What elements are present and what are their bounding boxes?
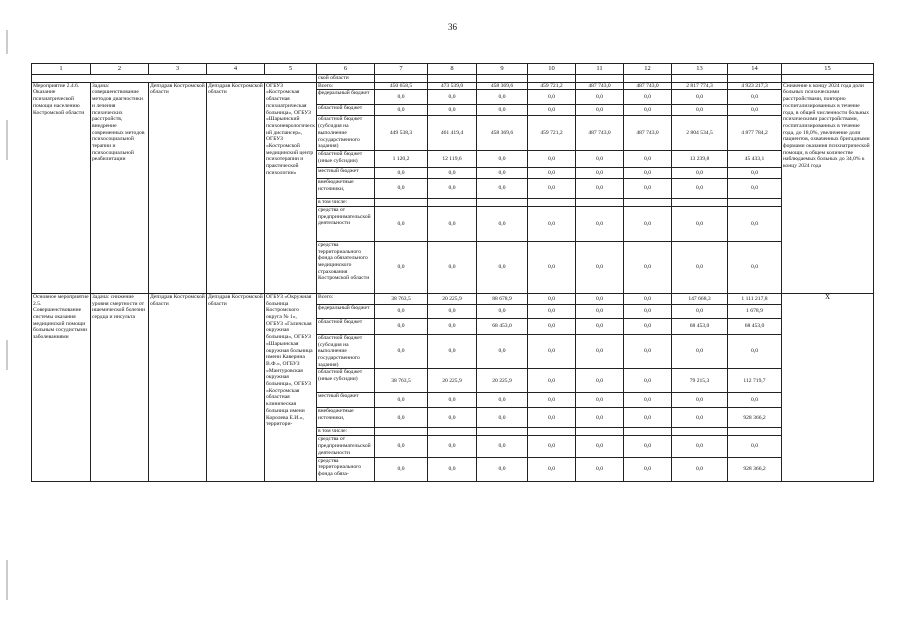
funding-source-cell: внебюджетные источники, <box>317 178 375 198</box>
amount-cell-13: 0,0 <box>672 457 728 481</box>
scan-edge-marks <box>6 0 10 640</box>
amount-cell-10: 0,0 <box>528 90 576 105</box>
amount-cell-14: 928 366,2 <box>728 408 782 428</box>
amount-cell-11: 0,0 <box>576 206 624 241</box>
amount-cell-14: 4 877 784,2 <box>728 116 782 151</box>
amount-cell-11: 0,0 <box>576 90 624 105</box>
amount-cell-13: 13 239,8 <box>672 150 728 167</box>
amount-cell-13: 2 817 774,3 <box>672 82 728 90</box>
program-funding-table <box>31 63 874 482</box>
measure-name-cell: Основное мероприятие 2.5. Совершенствование системы оказания медицинской помощи больным сосудистыми заболеваниями <box>32 293 91 481</box>
amount-cell-10: 0,0 <box>528 408 576 428</box>
participants-cell: ОГБУЗ «Окружная больница Костромского округа № 1», ОГБУЗ «Галичская окружная больница», ОГБУЗ «Шарьинская окружная больница имени Каверина В.Ф.», ОГБУЗ «Мантуровская окружная больница», ОГБУЗ «Костромская областная клиническая больница имени Королева Е.И.», территори- <box>265 293 317 481</box>
amount-cell-7: 0,0 <box>375 408 428 428</box>
amount-cell-9: 0,0 <box>477 206 528 241</box>
funding-source-cell: Всего: <box>317 293 375 304</box>
amount-cell-13: 0,0 <box>672 393 728 408</box>
amount-cell-11: 0,0 <box>576 408 624 428</box>
amount-cell-12: 0,0 <box>624 304 672 318</box>
amount-cell-13: 0,0 <box>672 408 728 428</box>
amount-cell-9: 458 369,6 <box>477 82 528 90</box>
amount-cell-10 <box>528 428 576 436</box>
amount-cell-7: 449 538,3 <box>375 116 428 151</box>
amount-cell-8: 461 419,4 <box>428 116 477 151</box>
amount-cell-10: 0,0 <box>528 206 576 241</box>
amount-cell-13: 0,0 <box>672 90 728 105</box>
expected-result-cell: Снижение к концу 2024 года доли больных психическими расстройствами, повторно госпитализированных в течение года, в общей численности больных психическими расстройствами, госпитализированных в течение года, до 18,0%, увеличение доли пациентов, охваченных бригадными формами оказания психиатрической помощи, в общем количестве наблюдаемых больных до 34,0% к концу 2024 года <box>782 82 874 293</box>
header-cell-7: 7 <box>375 64 428 75</box>
amount-cell-13: 0,0 <box>672 167 728 178</box>
amount-cell-11 <box>576 198 624 206</box>
funding-source-cell: средства территориального фонда обязательного медицинского страхования Костромской области <box>317 241 375 293</box>
amount-cell-14: 0,0 <box>728 105 782 116</box>
carry-over-label: ской области <box>317 75 375 83</box>
page-number: 36 <box>448 22 457 32</box>
amount-cell-9: 0,0 <box>477 334 528 369</box>
amount-cell-14: 0,0 <box>728 178 782 198</box>
amount-cell-14: 1 111 217,8 <box>728 293 782 304</box>
amount-cell-10: 0,0 <box>528 457 576 481</box>
carry-empty <box>728 75 782 83</box>
amount-cell-13 <box>672 428 728 436</box>
amount-cell-12: 0,0 <box>624 241 672 293</box>
amount-cell-12: 0,0 <box>624 436 672 457</box>
amount-cell-14 <box>728 198 782 206</box>
amount-cell-13 <box>672 198 728 206</box>
header-cell-8: 8 <box>428 64 477 75</box>
funding-source-cell: областной бюджет <box>317 105 375 116</box>
amount-cell-14: 0,0 <box>728 241 782 293</box>
amount-cell-7: 0,0 <box>375 457 428 481</box>
header-cell-10: 10 <box>528 64 576 75</box>
amount-cell-7: 0,0 <box>375 304 428 318</box>
amount-cell-12: 0,0 <box>624 167 672 178</box>
amount-cell-10: 459 721,2 <box>528 116 576 151</box>
amount-cell-12: 0,0 <box>624 457 672 481</box>
amount-cell-13: 0,0 <box>672 241 728 293</box>
amount-cell-14: 0,0 <box>728 90 782 105</box>
amount-cell-7: 1 120,2 <box>375 150 428 167</box>
amount-cell-7: 0,0 <box>375 167 428 178</box>
amount-cell-9: 0,0 <box>477 436 528 457</box>
amount-cell-9 <box>477 198 528 206</box>
amount-cell-14: 0,0 <box>728 167 782 178</box>
amount-cell-14: 0,0 <box>728 206 782 241</box>
carry-empty <box>32 75 317 83</box>
amount-cell-9: 0,0 <box>477 304 528 318</box>
funding-source-cell: областной бюджет (иные субсидии) <box>317 369 375 393</box>
amount-cell-8 <box>428 198 477 206</box>
amount-cell-11: 487 743,0 <box>576 82 624 90</box>
amount-cell-9: 0,0 <box>477 90 528 105</box>
amount-cell-11: 487 743,0 <box>576 116 624 151</box>
funding-source-cell: федеральный бюджет <box>317 304 375 318</box>
amount-cell-13: 0,0 <box>672 206 728 241</box>
amount-cell-10: 0,0 <box>528 369 576 393</box>
amount-cell-8: 0,0 <box>428 334 477 369</box>
amount-cell-7 <box>375 428 428 436</box>
amount-cell-14: 0,0 <box>728 334 782 369</box>
funding-source-cell: местный бюджет <box>317 393 375 408</box>
header-cell-13: 13 <box>672 64 728 75</box>
amount-cell-7: 38 763,5 <box>375 369 428 393</box>
amount-cell-7: 0,0 <box>375 90 428 105</box>
amount-cell-12: 0,0 <box>624 178 672 198</box>
amount-cell-8: 0,0 <box>428 304 477 318</box>
amount-cell-8: 0,0 <box>428 408 477 428</box>
carry-empty <box>782 75 874 83</box>
amount-cell-8: 0,0 <box>428 457 477 481</box>
task-cell: Задача: снижение уровня смертности от ишемической болезни сердца и инсульта <box>91 293 149 481</box>
amount-cell-10: 0,0 <box>528 105 576 116</box>
amount-cell-14: 0,0 <box>728 436 782 457</box>
amount-cell-8: 20 225,9 <box>428 293 477 304</box>
participants-cell: ОГБУЗ «Костромская областная психиатрическая больница», ОГБУЗ «Шарьинский психоневрологический диспансер», ОГБУЗ «Костромской медицинский центр психотерапии и практической психологии» <box>265 82 317 293</box>
header-cell-2: 2 <box>91 64 149 75</box>
amount-cell-9 <box>477 428 528 436</box>
amount-cell-12: 0,0 <box>624 318 672 334</box>
amount-cell-12: 0,0 <box>624 334 672 369</box>
header-cell-9: 9 <box>477 64 528 75</box>
amount-cell-7: 0,0 <box>375 241 428 293</box>
carry-empty <box>576 75 624 83</box>
amount-cell-12 <box>624 428 672 436</box>
amount-cell-12: 487 743,0 <box>624 82 672 90</box>
amount-cell-11: 0,0 <box>576 150 624 167</box>
funding-source-cell: средства от предпринимательской деятельности <box>317 206 375 241</box>
amount-cell-8: 0,0 <box>428 436 477 457</box>
amount-cell-13: 79 215,3 <box>672 369 728 393</box>
amount-cell-10: 0,0 <box>528 150 576 167</box>
funding-source-cell: областной бюджет <box>317 318 375 334</box>
carry-empty <box>375 75 428 83</box>
amount-cell-8: 0,0 <box>428 178 477 198</box>
amount-cell-7 <box>375 198 428 206</box>
amount-cell-14: 928 366,2 <box>728 457 782 481</box>
amount-cell-7: 0,0 <box>375 318 428 334</box>
amount-cell-11: 0,0 <box>576 105 624 116</box>
amount-cell-8: 0,0 <box>428 90 477 105</box>
amount-cell-11: 0,0 <box>576 457 624 481</box>
amount-cell-12: 0,0 <box>624 408 672 428</box>
amount-cell-10: 0,0 <box>528 318 576 334</box>
amount-cell-11: 0,0 <box>576 436 624 457</box>
funding-source-cell: областной бюджет (иные субсидии) <box>317 150 375 167</box>
funding-source-cell: областной бюджет (субсидия на выполнение государственного задания) <box>317 116 375 151</box>
amount-cell-13: 0,0 <box>672 334 728 369</box>
table-row <box>32 293 874 304</box>
amount-cell-12: 0,0 <box>624 150 672 167</box>
amount-cell-10: 0,0 <box>528 393 576 408</box>
funding-source-cell: в том числе: <box>317 428 375 436</box>
carry-empty <box>624 75 672 83</box>
amount-cell-13: 0,0 <box>672 178 728 198</box>
expected-result-cell: X <box>782 293 874 481</box>
amount-cell-8: 0,0 <box>428 206 477 241</box>
amount-cell-11: 0,0 <box>576 369 624 393</box>
amount-cell-11: 0,0 <box>576 334 624 369</box>
coexecutor-cell: Депздрав Костромской области <box>207 293 265 481</box>
header-cell-11: 11 <box>576 64 624 75</box>
amount-cell-12: 0,0 <box>624 293 672 304</box>
amount-cell-8: 12 119,6 <box>428 150 477 167</box>
amount-cell-14: 68 453,0 <box>728 318 782 334</box>
amount-cell-11: 0,0 <box>576 178 624 198</box>
amount-cell-11: 0,0 <box>576 167 624 178</box>
amount-cell-9: 0,0 <box>477 457 528 481</box>
amount-cell-11: 0,0 <box>576 318 624 334</box>
amount-cell-7: 0,0 <box>375 393 428 408</box>
table-row <box>32 82 874 90</box>
funding-source-cell: Всего: <box>317 82 375 90</box>
amount-cell-9: 0,0 <box>477 178 528 198</box>
amount-cell-11: 0,0 <box>576 393 624 408</box>
amount-cell-11: 0,0 <box>576 241 624 293</box>
amount-cell-11: 0,0 <box>576 304 624 318</box>
amount-cell-13: 2 804 534,5 <box>672 116 728 151</box>
funding-source-cell: местный бюджет <box>317 167 375 178</box>
amount-cell-12: 0,0 <box>624 90 672 105</box>
task-cell: Задача: совершенствование методов диагностики и лечения психических расстройств, внедрение современных методов психосоциальной терапии и психосоциальной реабилитации <box>91 82 149 293</box>
amount-cell-9: 88 678,9 <box>477 293 528 304</box>
amount-cell-11 <box>576 428 624 436</box>
amount-cell-14: 0,0 <box>728 393 782 408</box>
amount-cell-8: 0,0 <box>428 241 477 293</box>
carry-empty <box>428 75 477 83</box>
amount-cell-14: 112 719,7 <box>728 369 782 393</box>
amount-cell-10: 459 721,2 <box>528 82 576 90</box>
amount-cell-13: 0,0 <box>672 436 728 457</box>
amount-cell-12: 487 743,0 <box>624 116 672 151</box>
amount-cell-11: 0,0 <box>576 293 624 304</box>
carry-empty <box>672 75 728 83</box>
amount-cell-9: 0,0 <box>477 241 528 293</box>
amount-cell-10 <box>528 198 576 206</box>
funding-source-cell: средства от предпринимательской деятельности <box>317 436 375 457</box>
amount-cell-7: 0,0 <box>375 178 428 198</box>
amount-cell-9: 0,0 <box>477 150 528 167</box>
coexecutor-cell: Депздрав Костромской области <box>207 82 265 293</box>
amount-cell-8: 0,0 <box>428 105 477 116</box>
amount-cell-10: 0,0 <box>528 241 576 293</box>
amount-cell-13: 0,0 <box>672 304 728 318</box>
header-cell-3: 3 <box>149 64 207 75</box>
amount-cell-9: 0,0 <box>477 167 528 178</box>
amount-cell-14 <box>728 428 782 436</box>
amount-cell-10: 0,0 <box>528 334 576 369</box>
carry-empty <box>528 75 576 83</box>
carry-empty <box>477 75 528 83</box>
amount-cell-12: 0,0 <box>624 206 672 241</box>
amount-cell-14: 45 433,1 <box>728 150 782 167</box>
amount-cell-10: 0,0 <box>528 436 576 457</box>
amount-cell-7: 0,0 <box>375 436 428 457</box>
amount-cell-8: 0,0 <box>428 167 477 178</box>
amount-cell-14: 4 923 217,3 <box>728 82 782 90</box>
amount-cell-10: 0,0 <box>528 167 576 178</box>
funding-source-cell: областной бюджет (субсидия на выполнение государственного задания) <box>317 334 375 369</box>
amount-cell-9: 68 453,0 <box>477 318 528 334</box>
amount-cell-9: 0,0 <box>477 393 528 408</box>
responsible-executor-cell: Депздрав Костромской области <box>149 82 207 293</box>
amount-cell-10: 0,0 <box>528 304 576 318</box>
amount-cell-8: 473 539,0 <box>428 82 477 90</box>
funding-source-cell: внебюджетные источники, <box>317 408 375 428</box>
amount-cell-9: 0,0 <box>477 105 528 116</box>
header-cell-14: 14 <box>728 64 782 75</box>
amount-cell-7: 0,0 <box>375 105 428 116</box>
amount-cell-13: 68 453,0 <box>672 318 728 334</box>
header-cell-1: 1 <box>32 64 91 75</box>
responsible-executor-cell: Депздрав Костромской области <box>149 293 207 481</box>
header-cell-5: 5 <box>265 64 317 75</box>
amount-cell-13: 147 668,3 <box>672 293 728 304</box>
amount-cell-12: 0,0 <box>624 369 672 393</box>
amount-cell-12 <box>624 198 672 206</box>
funding-source-cell: средства территориального фонда обяза- <box>317 457 375 481</box>
measure-name-cell: Мероприятие 2.4.6. Оказание психиатрической помощи населению Костромской области <box>32 82 91 293</box>
amount-cell-12: 0,0 <box>624 105 672 116</box>
amount-cell-14: 1 678,9 <box>728 304 782 318</box>
amount-cell-9: 20 225,9 <box>477 369 528 393</box>
amount-cell-10: 0,0 <box>528 293 576 304</box>
amount-cell-8 <box>428 428 477 436</box>
amount-cell-8: 0,0 <box>428 318 477 334</box>
header-row <box>32 64 874 75</box>
amount-cell-9: 458 369,6 <box>477 116 528 151</box>
funding-source-cell: федеральный бюджет <box>317 90 375 105</box>
carry-over-row <box>32 75 874 83</box>
amount-cell-7: 0,0 <box>375 206 428 241</box>
amount-cell-7: 0,0 <box>375 334 428 369</box>
amount-cell-13: 0,0 <box>672 105 728 116</box>
header-cell-6: 6 <box>317 64 375 75</box>
funding-source-cell: в том числе: <box>317 198 375 206</box>
amount-cell-7: 38 763,5 <box>375 293 428 304</box>
header-cell-4: 4 <box>207 64 265 75</box>
header-cell-15: 15 <box>782 64 874 75</box>
amount-cell-7: 450 658,5 <box>375 82 428 90</box>
amount-cell-12: 0,0 <box>624 393 672 408</box>
amount-cell-8: 0,0 <box>428 393 477 408</box>
amount-cell-9: 0,0 <box>477 408 528 428</box>
amount-cell-8: 20 225,9 <box>428 369 477 393</box>
amount-cell-10: 0,0 <box>528 178 576 198</box>
header-cell-12: 12 <box>624 64 672 75</box>
